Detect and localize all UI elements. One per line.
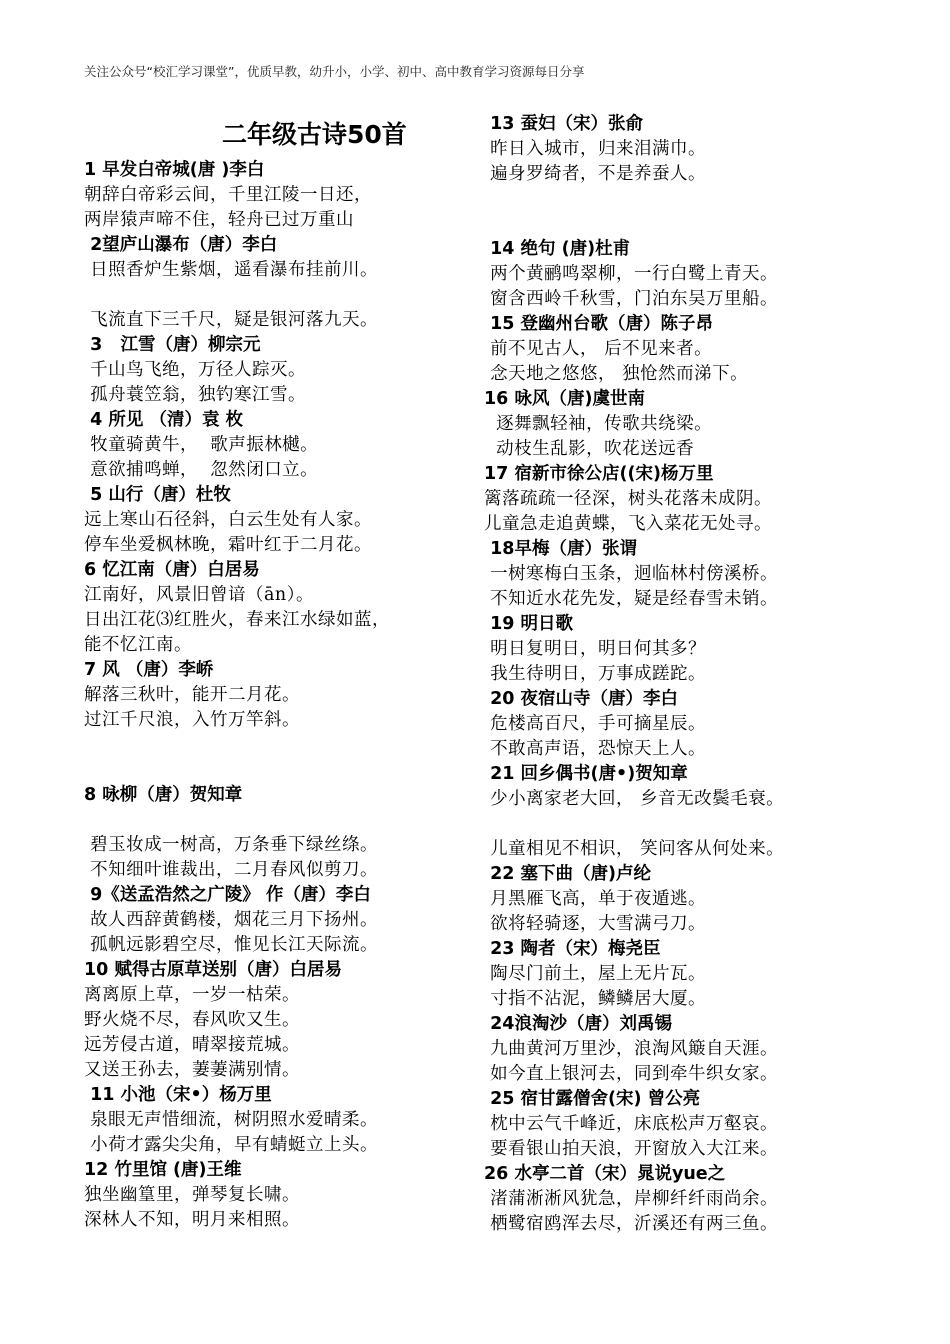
poem-title: 22 塞下曲（唐)卢纶: [484, 864, 652, 884]
poem: [84, 1158, 474, 1233]
poem-title: 14 绝句 (唐)杜甫: [484, 239, 631, 259]
poem-line: 孤舟蓑笠翁，独钓寒江雪。: [84, 385, 307, 405]
poem-line: 昨日入城市，归来泪满巾。: [484, 139, 707, 159]
blank-line: [84, 283, 474, 308]
blank-line: [84, 808, 474, 833]
poem-line: 寸指不沾泥，鳞鳞居大厦。: [484, 989, 707, 1009]
poem: [84, 483, 474, 558]
poem-line: 过江千尺浪，入竹万竿斜。: [84, 710, 300, 730]
poem-title: 15 登幽州台歌（唐）陈子昂: [484, 314, 714, 334]
poem-line: 飞流直下三千尺，疑是银河落九天。: [84, 310, 379, 330]
poem-title: 24浪淘沙（唐）刘禹锡: [484, 1014, 672, 1034]
poem-title: 25 宿甘露僧舍(宋) 曾公亮: [484, 1089, 701, 1109]
poem-line: 泉眼无声惜细流，树阴照水爱晴柔。: [84, 1110, 379, 1130]
poem: [484, 112, 934, 237]
poem: [84, 408, 474, 483]
poem-line: 儿童相见不相识， 笑问客从何处来。: [484, 839, 785, 859]
poem-line: 念天地之悠悠， 独怆然而涕下。: [484, 364, 749, 384]
poem-title: 18早梅（唐）张谓: [484, 539, 637, 559]
poem-title: 6 忆江南（唐）白居易: [84, 560, 260, 580]
right-poem-list: [484, 112, 934, 1237]
poem-line: 解落三秋叶，能开二月花。: [84, 685, 300, 705]
poem: [84, 333, 474, 408]
poem-line: 不知近水花先发，疑是经春雪未销。: [484, 589, 779, 609]
poem-title: 23 陶者（宋）梅尧臣: [484, 939, 661, 959]
poem-line: 朝辞白帝彩云间，千里江陵一日还，: [84, 185, 372, 205]
poem-line: 篱落疏疏一径深，树头花落未成阴。: [484, 489, 772, 509]
poem-line: 不敢高声语，恐惊天上人。: [484, 739, 707, 759]
poem-line: 日出江花⑶红胜火，春来江水绿如蓝，: [84, 610, 390, 630]
poem: [484, 612, 934, 687]
poem-line: 危楼高百尺，手可摘星辰。: [484, 714, 707, 734]
poem-line: 明日复明日，明日何其多？: [484, 639, 707, 659]
poem-title: 5 山行（唐）杜牧: [84, 485, 231, 505]
poem: [84, 1083, 474, 1158]
poem-line: 野火烧不尽，春风吹又生。: [84, 1010, 300, 1030]
poem: [484, 312, 934, 387]
poem-line: 我生待明日，万事成蹉跎。: [484, 664, 707, 684]
poem-title: 4 所见 （清）袁 枚: [84, 410, 244, 430]
poem-line: 千山鸟飞绝，万径人踪灭。: [84, 360, 307, 380]
poem: [84, 783, 474, 883]
poem: [484, 1087, 934, 1162]
poem-line: 前不见古人， 后不见来者。: [484, 339, 713, 359]
poem-line: 遍身罗绮者，不是养蚕人。: [484, 164, 707, 184]
poem-line: 碧玉妆成一树高，万条垂下绿丝绦。: [84, 835, 379, 855]
poem: [84, 883, 474, 958]
poem: [484, 237, 934, 312]
poem-line: 江南好，风景旧曾谙（ān）。: [84, 585, 314, 605]
poem: [84, 958, 474, 1083]
poem-line: 孤帆远影碧空尽，惟见长江天际流。: [84, 935, 379, 955]
poem-line: 离离原上草，一岁一枯荣。: [84, 985, 300, 1005]
poem-title: 16 咏风（唐)虞世南: [484, 389, 645, 409]
poem: [484, 462, 934, 537]
left-column: [84, 112, 474, 1233]
poem-line: 逐舞飘轻袖，传歌共绕梁。: [484, 414, 713, 434]
blank-line: [484, 812, 934, 837]
poem-title: 13 蚕妇（宋）张俞: [484, 114, 644, 134]
poem-line: 不知细叶谁裁出，二月春风似剪刀。: [84, 860, 379, 880]
poem: [484, 687, 934, 762]
poem-line: 欲将轻骑逐，大雪满弓刀。: [484, 914, 707, 934]
poem-title: 12 竹里馆 (唐)王维: [84, 1160, 242, 1180]
poem-line: 九曲黄河万里沙，浪淘风簸自天涯。: [484, 1039, 779, 1059]
poem-title: 19 明日歌: [484, 614, 574, 634]
poem: [84, 658, 474, 783]
poem-line: 枕中云气千峰近，床底松声万壑哀。: [484, 1114, 779, 1134]
poem-title: 21 回乡偶书(唐•)贺知章: [484, 764, 688, 784]
poem: [84, 233, 474, 333]
poem-line: 少小离家老大回， 乡音无改鬓毛衰。: [484, 789, 785, 809]
poem-title: 3 江雪（唐）柳宗元: [84, 335, 261, 355]
poem-line: 陶尽门前土，屋上无片瓦。: [484, 964, 707, 984]
poem-title: 8 咏柳（唐）贺知章: [84, 785, 243, 805]
poem: [484, 1012, 934, 1087]
poem: [484, 762, 934, 862]
poem-line: 一树寒梅白玉条，迥临林村傍溪桥。: [484, 564, 779, 584]
poem: [484, 1162, 934, 1237]
poem-title: 9《送孟浩然之广陵》 作（唐）李白: [84, 885, 371, 905]
poem-line: 要看银山拍天浪，开窗放入大江来。: [484, 1139, 779, 1159]
poem-line: 月黑雁飞高，单于夜遁逃。: [484, 889, 707, 909]
poem-title: 26 水亭二首（宋）晁说yue之: [484, 1164, 726, 1184]
poem: [484, 537, 934, 612]
poem-line: 小荷才露尖尖角，早有蜻蜓立上头。: [84, 1135, 379, 1155]
poem-title: 17 宿新市徐公店((宋)杨万里: [484, 464, 714, 484]
left-poem-list: [84, 158, 474, 1233]
poem: [84, 558, 474, 658]
poem-line: 远上寒山石径斜，白云生处有人家。: [84, 510, 372, 530]
poem-line: 牧童骑黄牛， 歌声振林樾。: [84, 435, 319, 455]
poem-line: 儿童急走追黄蝶，飞入菜花无处寻。: [484, 514, 772, 534]
document-title: 二年级古诗50首: [222, 120, 407, 149]
poem-line: 独坐幽篁里，弹琴复长啸。: [84, 1185, 300, 1205]
poem-title: 11 小池（宋•）杨万里: [84, 1085, 272, 1105]
poem: [484, 862, 934, 937]
poem-line: 如今直上银河去，同到牵牛织女家。: [484, 1064, 779, 1084]
poem-title: 1 早发白帝城(唐 )李白: [84, 160, 265, 180]
poem-line: 窗含西岭千秋雪，门泊东吴万里船。: [484, 289, 779, 309]
poem-title: 2望庐山瀑布（唐）李白: [84, 235, 278, 255]
right-column: [484, 112, 934, 1237]
poem-line: 停车坐爱枫林晚，霜叶红于二月花。: [84, 535, 372, 555]
blank-line: [84, 733, 474, 758]
poem: [484, 387, 934, 462]
poem-title: 7 风 （唐）李峤: [84, 660, 214, 680]
poem-line: 深林人不知，明月来相照。: [84, 1210, 300, 1230]
poem-line: 能不忆江南。: [84, 635, 192, 655]
page-header-note: 关注公众号“校汇学习课堂”，优质早教，幼升小，小学、初中、高中教育学习资源每日分享: [84, 64, 585, 79]
poem-line: 日照香炉生紫烟，遥看瀑布挂前川。: [84, 260, 379, 280]
poem-title: 20 夜宿山寺（唐）李白: [484, 689, 679, 709]
poem: [84, 158, 474, 233]
poem: [484, 937, 934, 1012]
poem-line: 动枝生乱影，吹花送远香: [484, 439, 695, 459]
poem-line: 渚蒲淅淅风犹急，岸柳纤纤雨尚余。: [484, 1189, 779, 1209]
poem-line: 栖鹭宿鸥浑去尽，沂溪还有两三鱼。: [484, 1214, 779, 1234]
poem-line: 两岸猿声啼不住，轻舟已过万重山: [84, 210, 354, 230]
poem-line: 两个黄鹂鸣翠柳，一行白鹭上青天。: [484, 264, 779, 284]
poem-line: 故人西辞黄鹤楼，烟花三月下扬州。: [84, 910, 379, 930]
poem-line: 远芳侵古道，晴翠接荒城。: [84, 1035, 300, 1055]
blank-line: [484, 212, 934, 237]
poem-line: 又送王孙去，萋萋满别情。: [84, 1060, 300, 1080]
blank-line: [84, 758, 474, 783]
blank-line: [484, 187, 934, 212]
poem-title: 10 赋得古原草送别（唐）白居易: [84, 960, 342, 980]
poem-line: 意欲捕鸣蝉， 忽然闭口立。: [84, 460, 319, 480]
